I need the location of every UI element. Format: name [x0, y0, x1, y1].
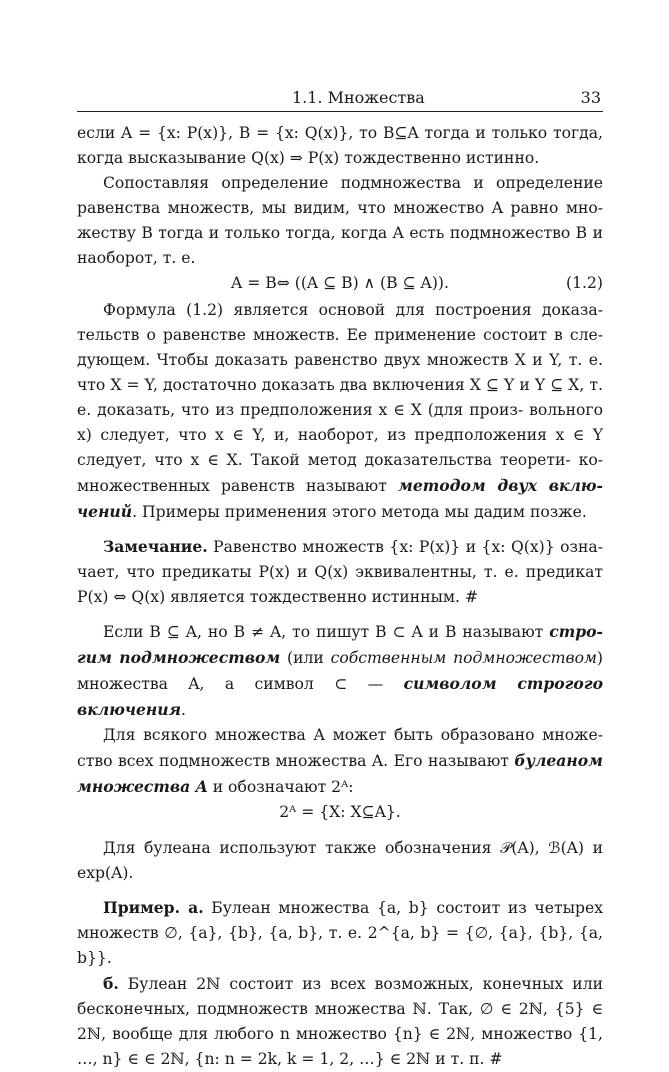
- text-run: ко-множественных равенств называют: [77, 451, 603, 495]
- text-line: бесконечных, подмножеств множества ℕ. Так, ∅ ∈ 2ℕ, {5} ∈ 2ℕ,: [77, 1000, 603, 1043]
- text-run: ство всех подмножеств множества A. Его называют: [77, 752, 515, 770]
- text-line: Для булеана используют также обозначения 𝒫(A), ℬ(A) и: [103, 839, 603, 857]
- paragraph: [77, 619, 603, 723]
- text-line: Для всякого множества A может быть образовано множе-: [103, 726, 603, 744]
- text-run: Булеан 2ℕ состоит из всех возможных, конечных или: [118, 975, 603, 993]
- term-emphasis: гим подмножеством: [77, 648, 281, 667]
- remark-paragraph: [77, 534, 603, 610]
- text-run: ): [596, 649, 603, 667]
- text-line: вообще для любого n множество {n} ∈ 2ℕ, множество {1, …, n} ∈: [77, 1025, 603, 1068]
- text-line: если A = {x: P(x)}, B = {x: Q(x)}, то B⊆A тогда и только тогда,: [77, 124, 603, 142]
- term-emphasis: символом строгого включения: [77, 674, 603, 719]
- paragraph: [77, 723, 603, 800]
- formula-number: (1.2): [566, 274, 603, 292]
- text-line: Y ⊆ X, т. е. доказать, что из предположения x ∈ X (для произ-: [77, 376, 603, 419]
- text-line: вольного x) следует, что x ∈ Y, и, наоборот, из предположения: [77, 401, 603, 444]
- formula-expression: A = B⇔ ((A ⊆ B) ∧ (B ⊆ A)).: [231, 274, 449, 292]
- paragraph: [77, 836, 603, 886]
- text-line: равенства множеств, мы видим, что множество A равно мно-: [77, 199, 603, 217]
- text-line: когда высказывание Q(x) ⇒ P(x) тождественно истинно.: [77, 149, 540, 167]
- term-emphasis: стро-: [549, 622, 603, 641]
- text-run: Если B ⊆ A, но B ≠ A, то пишут B ⊂ A и B называют: [103, 623, 550, 641]
- term-italic: собственным подмножеством: [330, 649, 597, 667]
- text-line: P(x) ⇔ Q(x) является тождественно истинным. #: [77, 588, 479, 606]
- text-line: жеству B тогда и только тогда, когда A есть подмножество B: [77, 224, 588, 242]
- text-line: тельств о равенстве множеств. Ее применение состоит в сле-: [77, 326, 603, 344]
- term-emphasis: чений: [77, 502, 133, 521]
- example-label: Пример. а.: [103, 898, 204, 917]
- text-run: Равенство множеств {x: P(x)} и {x: Q(x)} озна-: [207, 538, 603, 556]
- page-number: 33: [580, 88, 601, 107]
- text-line: дующем. Чтобы доказать равенство двух множеств X и Y,: [77, 351, 563, 369]
- text-run: множества A, а символ ⊂ —: [77, 675, 404, 693]
- page-body: [77, 121, 603, 1072]
- text-line: и наоборот, т. е.: [77, 224, 603, 267]
- term-emphasis: булеаном: [514, 751, 603, 770]
- text-line: exp(A).: [77, 864, 134, 882]
- paragraph: [77, 121, 603, 171]
- text-line: Формула (1.2) является основой для построения доказа-: [103, 301, 603, 319]
- text-run: и обозначают 2ᴬ:: [207, 778, 354, 796]
- formula-1-2: [77, 271, 603, 298]
- formula-expression: 2ᴬ = {X: X⊆A}.: [279, 803, 401, 821]
- term-emphasis: методом двух вклю-: [398, 476, 604, 495]
- text-run: Булеан множества {a, b} состоит из четырех: [203, 899, 603, 917]
- header-rule: [77, 111, 603, 112]
- text-line: чает, что предикаты P(x) и Q(x) эквивалентны, т. е. предикат: [77, 563, 603, 581]
- remark-label: Замечание.: [103, 537, 208, 556]
- paragraph: [77, 298, 603, 525]
- text-run: . Примеры применения этого метода мы дадим позже.: [132, 503, 587, 521]
- text-line: множеств ∅, {a}, {b}, {a, b}, т. е. 2^{a, b} = {∅, {a}, {b}, {a, b}}.: [77, 924, 603, 967]
- text-line: Сопоставляя определение подмножества и определение: [103, 174, 603, 192]
- text-line: т. е. что X = Y, достаточно доказать два включения X ⊆ Y и: [77, 351, 603, 394]
- example-label: б.: [103, 974, 119, 993]
- text-line: ∈ 2ℕ, {n: n = 2k, k = 1, 2, …} ∈ 2ℕ и т. п. #: [143, 1050, 503, 1068]
- formula-powerset: [77, 800, 603, 827]
- text-run: (или: [280, 649, 331, 667]
- text-line: x ∈ Y следует, что x ∈ X. Такой метод доказательства теорети-: [77, 426, 603, 469]
- paragraph: [77, 171, 603, 271]
- term-emphasis: множества A: [77, 777, 208, 796]
- running-header: [77, 84, 603, 112]
- section-title: 1.1. Множества: [292, 88, 425, 107]
- example-paragraph: [77, 971, 603, 1072]
- text-run: .: [181, 701, 186, 719]
- example-paragraph: [77, 895, 603, 971]
